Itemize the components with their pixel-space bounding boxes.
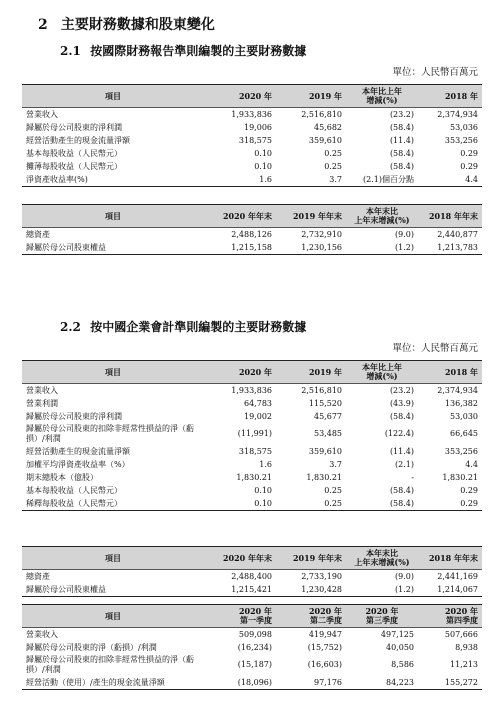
row-label: 淨資產收益率(%) xyxy=(22,173,204,187)
table-cell: 0.25 xyxy=(324,161,342,171)
table-cell: 1.6 xyxy=(204,173,276,187)
column-header: 2019 年年末 xyxy=(276,547,346,570)
table-cell: 53,036 xyxy=(450,122,478,132)
row-label: 期末總股本（億股） xyxy=(26,472,98,482)
column-header: 本年比上年 增減(%) xyxy=(346,85,418,108)
table-cell: (1.2) xyxy=(346,241,418,255)
table-cell: 318,575 xyxy=(238,446,272,456)
table-row xyxy=(22,410,482,423)
table-header-row xyxy=(22,205,482,228)
column-header: 本年末比 上年末增減(%) xyxy=(346,205,418,228)
row-label: 營業利潤 xyxy=(26,398,58,408)
table-row xyxy=(22,134,482,147)
table-cell: 0.25 xyxy=(324,148,342,158)
table-row xyxy=(22,628,482,642)
table-cell: 0.10 xyxy=(254,161,272,171)
table-row xyxy=(22,423,482,445)
column-header: 2020 年 第二季度 xyxy=(276,605,346,628)
table-cell: 1,230,156 xyxy=(276,241,346,255)
table-cell: (58.4) xyxy=(389,411,414,421)
unit-note-2-1: 單位：人民幣百萬元 xyxy=(392,67,478,78)
table-cell: 0.29 xyxy=(418,497,482,511)
table-cell: 11,213 xyxy=(450,660,478,669)
table-cell: 8,938 xyxy=(455,642,478,652)
row-label: 營業收入 xyxy=(26,629,58,639)
table-cell: (16,234) xyxy=(237,642,272,652)
table-row xyxy=(22,484,482,497)
column-header: 2019 年年末 xyxy=(276,205,346,228)
table-cell: 2,733,190 xyxy=(301,571,342,581)
table-row xyxy=(22,173,482,187)
table-row xyxy=(22,641,482,654)
table-row xyxy=(22,654,482,676)
row-label: 營業收入 xyxy=(26,385,58,395)
row-label: 歸屬於母公司股東的淨利潤 xyxy=(26,411,122,421)
table-cell: 4.4 xyxy=(418,173,482,187)
row-label: 歸屬於母公司股東的扣除非經常性損益的淨（虧損）/利潤 xyxy=(26,424,194,443)
subsection-heading-2-2 xyxy=(60,318,306,335)
table-cell: 507,666 xyxy=(444,629,478,639)
table-header-row xyxy=(22,85,482,108)
table-cell: 1,230,428 xyxy=(276,583,346,597)
table-row xyxy=(22,458,482,471)
cas-balance-table xyxy=(22,546,482,597)
table-row xyxy=(22,121,482,134)
table-cell: 4.4 xyxy=(465,459,478,469)
row-label: 歸屬於母公司股東的扣除非經常性損益的淨（虧損）/利潤 xyxy=(26,655,194,674)
subsection-number: 2.1 xyxy=(60,44,81,58)
table-row xyxy=(22,147,482,160)
table-row xyxy=(22,160,482,173)
table-cell: 1,214,067 xyxy=(418,583,482,597)
table-row xyxy=(22,384,482,398)
row-label: 總資產 xyxy=(26,229,50,239)
table-row xyxy=(22,570,482,584)
table-cell: (23.2) xyxy=(389,385,414,395)
table-cell: 1,830.21 xyxy=(306,472,342,482)
table-row xyxy=(22,583,482,597)
table-cell: 1,213,783 xyxy=(418,241,482,255)
table-cell: (58.4) xyxy=(389,485,414,495)
table-cell: 45,677 xyxy=(314,411,342,421)
column-header: 項目 xyxy=(22,605,204,628)
table-cell: 0.10 xyxy=(204,497,276,511)
table-cell: (2.1) xyxy=(395,459,414,469)
row-label: 經營活動產生的現金流量淨額 xyxy=(26,446,130,456)
table-row xyxy=(22,497,482,511)
table-cell: 97,176 xyxy=(276,676,346,690)
column-header: 2018 年 xyxy=(418,361,482,384)
table-row xyxy=(22,241,482,255)
table-row xyxy=(22,445,482,458)
table-cell: 1,830.21 xyxy=(236,472,272,482)
table-cell: (16,603) xyxy=(307,660,342,669)
table-cell: 136,382 xyxy=(444,398,478,408)
table-cell: 1,830.21 xyxy=(442,472,478,482)
column-header: 項目 xyxy=(22,205,204,228)
table-cell: 1.6 xyxy=(259,459,272,469)
table-cell: (58.4) xyxy=(389,148,414,158)
table-cell: 2,374,934 xyxy=(437,109,478,119)
row-label: 歸屬於母公司股東的淨利潤 xyxy=(26,122,122,132)
table-cell: 66,645 xyxy=(450,429,478,438)
table-cell: (1.2) xyxy=(346,583,418,597)
table-cell: 84,223 xyxy=(346,676,418,690)
column-header: 本年末比 上年末增減(%) xyxy=(346,547,418,570)
table-cell: 1,933,836 xyxy=(231,109,272,119)
table-cell: 1,933,836 xyxy=(231,385,272,395)
row-label: 基本每股收益（人民幣元） xyxy=(26,485,122,495)
table-cell: 419,947 xyxy=(308,629,342,639)
row-label: 歸屬於母公司股東的淨（虧損）/利潤 xyxy=(26,642,157,652)
row-label: 基本每股收益（人民幣元） xyxy=(26,148,122,158)
section-heading xyxy=(38,14,215,34)
ifrs-balance-table xyxy=(22,204,482,255)
subsection-title: 按國際財務報告準則編製的主要財務數據 xyxy=(90,44,307,58)
table-cell: 3.7 xyxy=(276,173,346,187)
table-cell: - xyxy=(411,472,414,482)
column-header: 項目 xyxy=(22,547,204,570)
column-header: 2020 年 xyxy=(204,361,276,384)
table-cell: 53,030 xyxy=(450,411,478,421)
table-cell: (9.0) xyxy=(395,229,414,239)
table-cell: (18,096) xyxy=(204,676,276,690)
table-cell: 2,488,400 xyxy=(231,571,272,581)
table-row xyxy=(22,108,482,122)
table-cell: 353,256 xyxy=(444,446,478,456)
table-cell: 0.29 xyxy=(460,161,478,171)
table-cell: 359,610 xyxy=(308,135,342,145)
table-header-row xyxy=(22,605,482,628)
table-cell: 0.10 xyxy=(254,485,272,495)
table-cell: (122.4) xyxy=(384,429,414,438)
table-cell: 0.25 xyxy=(324,485,342,495)
table-row xyxy=(22,397,482,410)
table-cell: 19,002 xyxy=(244,411,272,421)
table-cell: (58.4) xyxy=(389,122,414,132)
row-label: 攤薄每股收益（人民幣元） xyxy=(26,161,122,171)
table-cell: 0.29 xyxy=(460,485,478,495)
column-header: 2020 年 第四季度 xyxy=(418,605,482,628)
table-cell: (11.4) xyxy=(389,446,414,456)
column-header: 本年比上年 增減(%) xyxy=(346,361,418,384)
column-header: 2020 年 第一季度 xyxy=(204,605,276,628)
column-header: 2020 年年末 xyxy=(204,205,276,228)
table-cell: 0.10 xyxy=(254,148,272,158)
row-label: 經營活動（使用）/產生的現金流量淨額 xyxy=(22,676,204,690)
column-header: 2020 年年末 xyxy=(204,547,276,570)
section-number: 2 xyxy=(38,17,48,33)
table-cell: (43.9) xyxy=(389,398,414,408)
table-cell: (9.0) xyxy=(395,571,414,581)
table-cell: 8,586 xyxy=(391,660,414,669)
unit-note-2-2: 單位：人民幣百萬元 xyxy=(392,343,478,354)
table-row xyxy=(22,471,482,484)
column-header: 2020 年 xyxy=(204,85,276,108)
table-cell: 53,485 xyxy=(314,429,342,438)
table-header-row xyxy=(22,547,482,570)
table-cell: 2,374,934 xyxy=(437,385,478,395)
table-cell: 2,440,877 xyxy=(437,229,478,239)
table-header-row xyxy=(22,361,482,384)
column-header: 2020 年 第三季度 xyxy=(346,605,418,628)
table-cell: 115,520 xyxy=(308,398,342,408)
table-cell: 3.7 xyxy=(329,459,342,469)
table-cell: 1,215,158 xyxy=(204,241,276,255)
table-cell: 2,441,169 xyxy=(437,571,478,581)
table-cell: (11,991) xyxy=(237,429,272,438)
table-cell: (15,752) xyxy=(307,642,342,652)
column-header: 2018 年年末 xyxy=(418,547,482,570)
table-cell: 2,516,810 xyxy=(301,109,342,119)
table-cell: 1,215,421 xyxy=(204,583,276,597)
column-header: 2019 年 xyxy=(276,85,346,108)
table-cell: 318,575 xyxy=(238,135,272,145)
table-cell: 359,610 xyxy=(308,446,342,456)
subsection-heading-2-1 xyxy=(60,42,306,59)
table-cell: 155,272 xyxy=(418,676,482,690)
row-label: 經營活動產生的現金流量淨額 xyxy=(26,135,130,145)
column-header: 項目 xyxy=(22,361,204,384)
row-label: 歸屬於母公司股東權益 xyxy=(22,583,204,597)
table-row xyxy=(22,676,482,690)
table-cell: 40,050 xyxy=(386,642,414,652)
cas-financial-table xyxy=(22,360,482,511)
table-cell: 45,682 xyxy=(314,122,342,132)
table-cell: 19,006 xyxy=(244,122,272,132)
table-cell: 0.29 xyxy=(460,148,478,158)
table-cell: 509,098 xyxy=(238,629,272,639)
cas-quarterly-table xyxy=(22,604,482,690)
column-header: 2019 年 xyxy=(276,361,346,384)
table-cell: (11.4) xyxy=(389,135,414,145)
section-title: 主要財務數據和股東變化 xyxy=(60,17,215,33)
table-cell: (58.4) xyxy=(389,161,414,171)
row-label: 稀釋每股收益（人民幣元） xyxy=(22,497,204,511)
subsection-number: 2.2 xyxy=(60,320,81,334)
row-label: 營業收入 xyxy=(26,109,58,119)
row-label: 總資產 xyxy=(26,571,50,581)
table-cell: (23.2) xyxy=(389,109,414,119)
table-row xyxy=(22,228,482,242)
subsection-title: 按中國企業會計準則編製的主要財務數據 xyxy=(90,320,307,334)
table-cell: 0.25 xyxy=(276,497,346,511)
column-header: 2018 年 xyxy=(418,85,482,108)
table-cell: 2,732,910 xyxy=(301,229,342,239)
table-cell: (2.1)個百分點 xyxy=(346,173,418,187)
table-cell: 2,516,810 xyxy=(301,385,342,395)
column-header: 項目 xyxy=(22,85,204,108)
table-cell: (58.4) xyxy=(346,497,418,511)
table-cell: 64,783 xyxy=(244,398,272,408)
row-label: 加權平均淨資產收益率（%） xyxy=(26,459,130,469)
table-cell: 2,488,126 xyxy=(231,229,272,239)
column-header: 2018 年年末 xyxy=(418,205,482,228)
table-cell: 353,256 xyxy=(444,135,478,145)
ifrs-financial-table xyxy=(22,84,482,187)
table-cell: (15,187) xyxy=(237,660,272,669)
row-label: 歸屬於母公司股東權益 xyxy=(22,241,204,255)
table-cell: 497,125 xyxy=(380,629,414,639)
